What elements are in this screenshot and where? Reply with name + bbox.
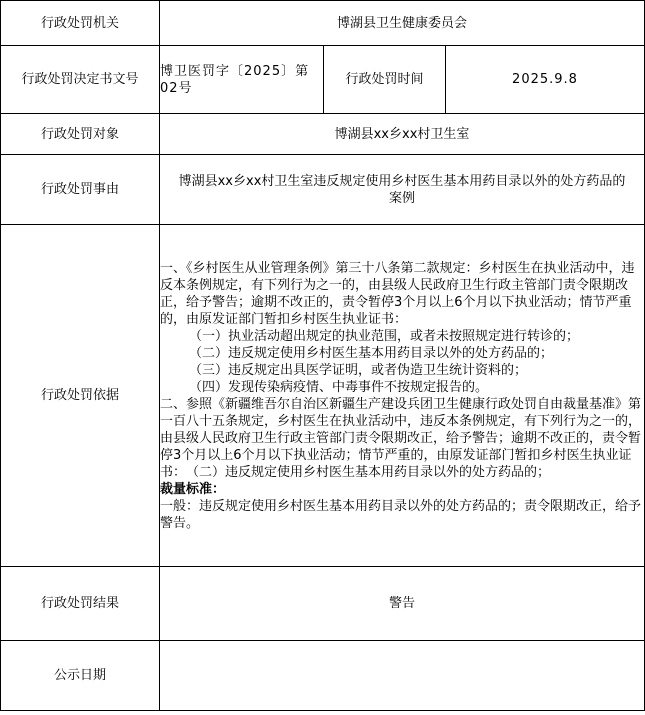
publish-date-value [160,641,645,711]
decision-no-value: 博卫医罚字〔2025〕第02号 [160,46,324,114]
result-value: 警告 [160,567,645,641]
authority-value: 博湖县卫生健康委员会 [160,1,645,46]
target-label: 行政处罚对象 [1,114,160,155]
basis-item-4: （四）发现传染病疫情、中毒事件不按规定报告的。 [189,379,489,395]
reason-value: 博湖县xx乡xx村卫生室违反规定使用乡村医生基本用药目录以外的处方药品的案例 [160,155,645,225]
standard-title: 裁量标准： [160,481,226,497]
basis-label: 行政处罚依据 [1,225,160,567]
basis-item-2: （二）违反规定使用乡村医生基本用药目录以外的处方药品的； [189,345,554,361]
authority-label: 行政处罚机关 [1,1,160,46]
target-value: 博湖县xx乡xx村卫生室 [160,114,645,155]
basis-paragraph-2: 二、参照《新疆维吾尔自治区新疆生产建设兵团卫生健康行政处罚自由裁量基准》第一百八十五条规定，乡村医生在执业活动中，违反本条例规定，有下列行为之一的，由县级人民政府卫生行政主管部门责令限期改正，给予警告；逾期不改正的，责令暂停3个月以上6个月以下执业活动；情节严重的，由原发证部门暂扣乡村医生执业证书： （二）违反规定使用乡村医生基本用药目录以外的处方药品的； [160,396,642,480]
reason-label: 行政处罚事由 [1,155,160,225]
row-decision [1,46,645,114]
penalty-time-value: 2025.9.8 [446,46,645,114]
standard-text: 一般：违反规定使用乡村医生基本用药目录以外的处方药品的；责令限期改正，给予警告。 [160,498,642,531]
row-authority [1,1,645,46]
result-label: 行政处罚结果 [1,567,160,641]
penalty-time-label: 行政处罚时间 [324,46,446,114]
row-basis [1,225,645,567]
row-publish-date [1,641,645,711]
basis-content [160,225,645,567]
row-target [1,114,645,155]
basis-paragraph-1: 一、《乡村医生从业管理条例》第三十八条第二款规定：乡村医生在执业活动中，违反本条例规定，有下列行为之一的，由县级人民政府卫生行政主管部门责令限期改正，给予警告；逾期不改正的，责令暂停3个月以上6个月以下执业活动；情节严重的，由原发证部门暂扣乡村医生执业证书： [160,260,635,327]
basis-item-1: （一）执业活动超出规定的执业范围，或者未按照规定进行转诊的； [189,328,580,344]
publish-date-label: 公示日期 [1,641,160,711]
row-result [1,567,645,641]
row-reason [1,155,645,225]
basis-item-3: （三）违反规定出具医学证明，或者伪造卫生统计资料的； [189,362,528,378]
decision-no-label: 行政处罚决定书文号 [1,46,160,114]
